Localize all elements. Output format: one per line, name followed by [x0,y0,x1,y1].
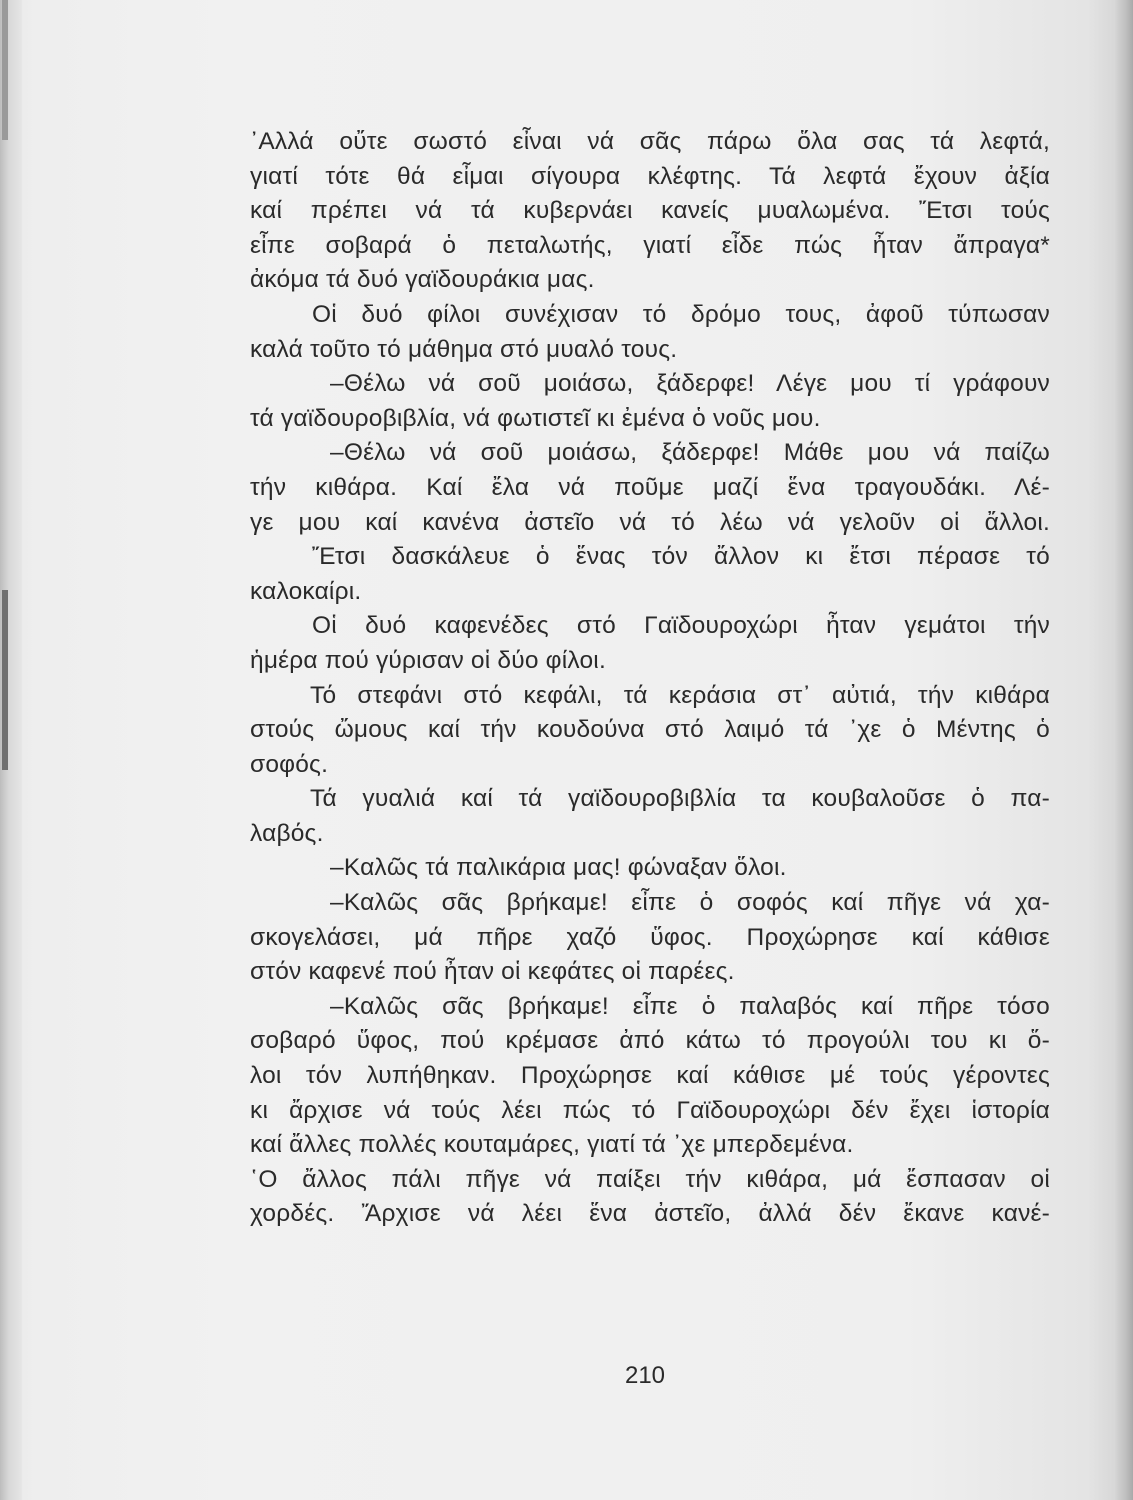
text-line: γιατί τότε θά εἶμαι σίγουρα κλέφτης. Τά λεφτά ἔχουν ἀξία [250,162,1050,190]
text-line: ἡμέρα πού γύρισαν οἱ δύο φίλοι. [250,646,606,674]
page-number: 210 [624,1362,666,1389]
text-line: καί ἄλλες πολλές κουταμάρες, γιατί τά ᾿χε μπερδεμένα. [250,1131,854,1159]
text-line: –Θέλω νά σοῦ μοιάσω, ξάδερφε! Λέγε μου τί γράφουν [330,370,1050,398]
text-line: Οἱ δυό καφενέδες στό Γαϊδουροχώρι ἦταν γεμάτοι τήν [312,612,1050,640]
text-line: καλοκαίρι. [250,577,362,605]
text-line: σκογελάσει, μά πῆρε χαζό ὕφος. Προχώρησε καί κάθισε [250,923,1050,951]
text-line: ἀκόμα τά δυό γαϊδουράκια μας. [250,266,595,294]
text-line: –Καλῶς σᾶς βρήκαμε! εἶπε ὁ παλαβός καί πῆρε τόσο [330,992,1050,1020]
text-line: Οἱ δυό φίλοι συνέχισαν τό δρόμο τους, ἀφοῦ τύπωσαν [312,300,1050,328]
text-line: λοι τόν λυπήθηκαν. Προχώρησε καί κάθισε μέ τούς γέροντες [250,1062,1050,1090]
binding-shadow-mark [2,0,8,140]
text-line: καλά τοῦτο τό μάθημα στό μυαλό τους. [250,335,678,363]
binding-shadow-mark [2,590,8,770]
text-line: –Θέλω νά σοῦ μοιάσω, ξάδερφε! Μάθε μου νά παίζω [330,439,1050,467]
text-line: εἶπε σοβαρά ὁ πεταλωτής, γιατί εἶδε πώς ἦταν ἄπραγα* [250,231,1050,259]
text-line: Τά γυαλιά καί τά γαϊδουροβιβλία τα κουβαλοῦσε ὁ πα- [310,785,1050,813]
text-line: ῾Ο ἄλλος πάλι πῆγε νά παίξει τήν κιθάρα, μά ἔσπασαν οἱ [250,1165,1050,1193]
text-line: στόν καφενέ πού ἦταν οἱ κεφάτες οἱ παρέες. [250,958,735,986]
text-line: στούς ὤμους καί τήν κουδούνα στό λαιμό τά ᾿χε ὁ Μέντης ὁ [250,716,1050,744]
text-line: Ἔτσι δασκάλευε ὁ ἕνας τόν ἄλλον κι ἔτσι πέρασε τό [312,543,1050,571]
text-line: τά γαϊδουροβιβλία, νά φωτιστεῖ κι ἐμένα ὁ νοῦς μου. [250,404,821,432]
page-right-edge [1115,0,1133,1500]
text-line: χορδές. Ἄρχισε νά λέει ἕνα ἀστεῖο, ἀλλά δέν ἔκανε κανέ- [250,1200,1050,1228]
text-line: τήν κιθάρα. Καί ἔλα νά ποῦμε μαζί ἕνα τραγουδάκι. Λέ- [250,473,1050,501]
text-line: σοφός. [250,750,329,778]
text-line: ᾿Αλλά οὔτε σωστό εἶναι νά σᾶς πάρω ὅλα σας τά λεφτά, [250,128,1050,155]
body-text [250,125,1050,1232]
text-line: καί πρέπει νά τά κυβερνάει κανείς μυαλωμένα. Ἔτσι τούς [250,197,1050,225]
text-line: –Καλῶς σᾶς βρήκαμε! εἶπε ὁ σοφός καί πῆγε νά χα- [330,889,1050,917]
text-line: –Καλῶς τά παλικάρια μας! φώναξαν ὅλοι. [330,854,787,882]
text-line: Τό στεφάνι στό κεφάλι, τά κεράσια στ᾿ αὐτιά, τήν κιθάρα [310,681,1050,709]
text-line: κι ἄρχισε νά τούς λέει πώς τό Γαϊδουροχώρι δέν ἔχει ἱστορία [250,1096,1050,1124]
text-line: γε μου καί κανένα ἀστεῖο νά τό λέω νά γελοῦν οἱ ἄλλοι. [250,508,1050,536]
text-line: λαβός. [250,819,324,847]
text-line: σοβαρό ὕφος, πού κρέμασε ἀπό κάτω τό προγούλι του κι ὅ- [250,1027,1050,1055]
